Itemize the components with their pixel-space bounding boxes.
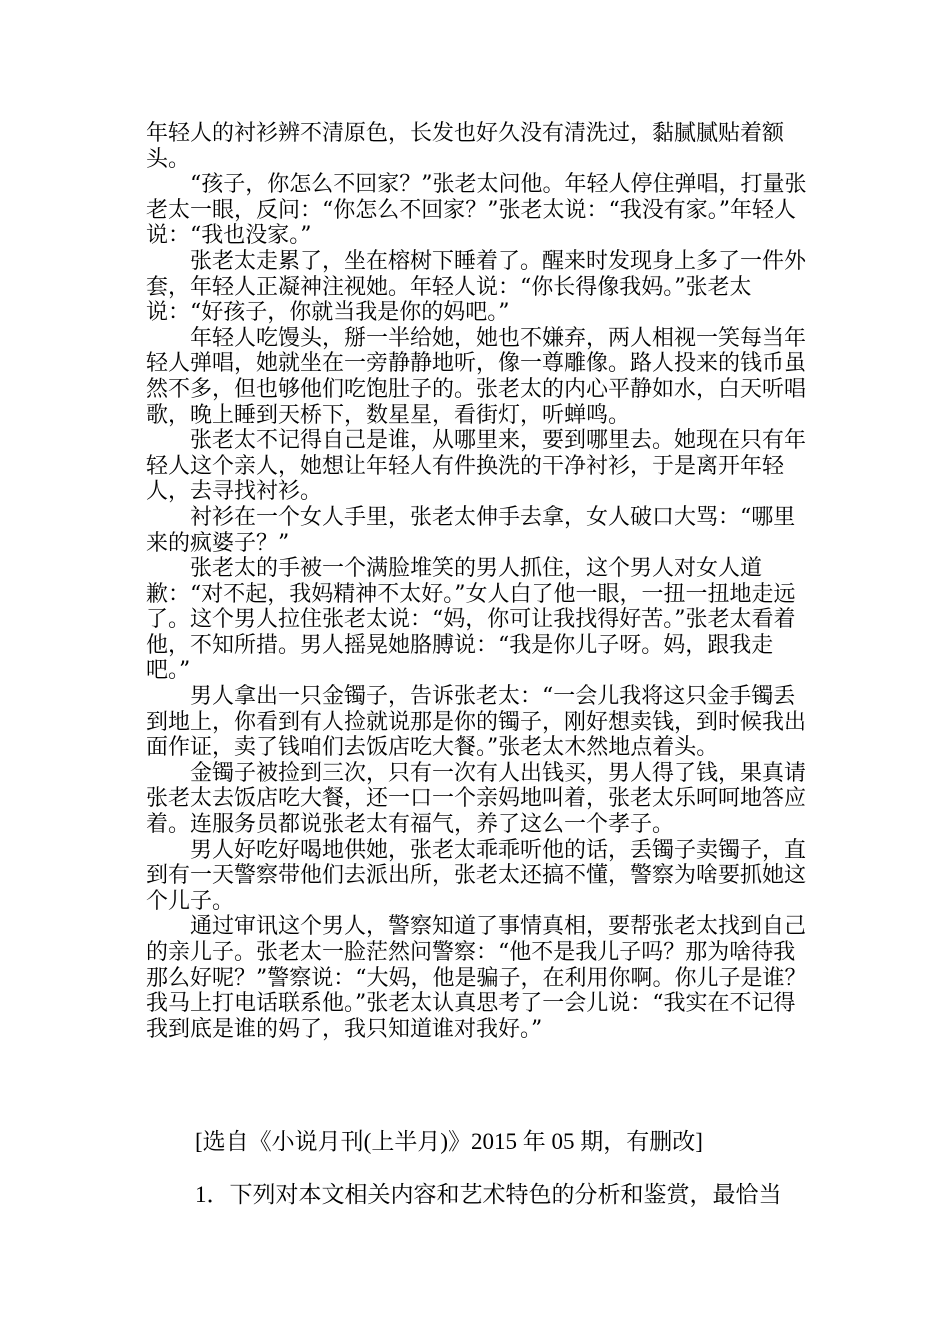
source-citation: [选自《小说月刊(上半月)》2015 年 05 期，有删改] — [195, 1129, 703, 1154]
story-paragraph: 通过审讯这个男人，警察知道了事情真相，要帮张老太找到自己的亲儿子。张老太一脸茫然问警察：“他不是我儿子吗？那为啥待我那么好呢？”警察说：“大妈，他是骗子，在利用你啊。你儿子是谁？我马上打电话联系他。”张老太认真思考了一会儿说：“我实在不记得我到底是谁的妈了，我只知道谁对我好。” — [146, 914, 807, 1042]
story-paragraph: “孩子，你怎么不回家？”张老太问他。年轻人停住弹唱，打量张老太一眼，反问：“你怎么不回家？”张老太说：“我没有家。”年轻人说：“我也没家。” — [146, 172, 807, 249]
story-paragraph: 张老太走累了，坐在榕树下睡着了。醒来时发现身上多了一件外套，年轻人正凝神注视她。年轻人说：“你长得像我妈。”张老太说：“好孩子，你就当我是你的妈吧。” — [146, 248, 807, 326]
question-1: 1．下列对本文相关内容和艺术特色的分析和鉴赏，最恰当 — [195, 1182, 782, 1207]
story-paragraph: 男人拿出一只金镯子，告诉张老太：“一会儿我将这只金手镯丢到地上，你看到有人捡就说那是你的镯子，刚好想卖钱，到时候我出面作证，卖了钱咱们去饭店吃大餐。”张老太木然地点着头。 — [146, 684, 807, 761]
story-paragraph: 年轻人的衬衫辨不清原色，长发也好久没有清洗过，黏腻腻贴着额头。 — [146, 121, 785, 172]
story-paragraph: 年轻人吃馒头，掰一半给她，她也不嫌弃，两人相视一笑每当年轻人弹唱，她就坐在一旁静静地听，像一尊雕像。路人投来的钱币虽然不多，但也够他们吃饱肚子的。张老太的内心平静如水，白天听唱歌，晚上睡到天桥下，数星星，看街灯，听蝉鸣。 — [146, 325, 807, 428]
story-paragraph: 衬衫在一个女人手里，张老太伸手去拿，女人破口大骂：“哪里来的疯婆子？” — [146, 504, 796, 556]
story-text — [146, 121, 810, 1042]
story-paragraph: 男人好吃好喝地供她，张老太乖乖听他的话，丢镯子卖镯子，直到有一天警察带他们去派出所，张老太还搞不懂，警察为啥要抓她这个儿子。 — [146, 837, 807, 914]
story-paragraph: 金镯子被捡到三次，只有一次有人出钱买，男人得了钱，果真请张老太去饭店吃大餐，还一口一个亲妈地叫着，张老太乐呵呵地答应着。连服务员都说张老太有福气，养了这么一个孝子。 — [146, 760, 807, 838]
story-paragraph: 张老太不记得自己是谁，从哪里来，要到哪里去。她现在只有年轻人这个亲人，她想让年轻人有件换洗的干净衬衫，于是离开年轻人，去寻找衬衫。 — [146, 428, 807, 505]
story-paragraph: 张老太的手被一个满脸堆笑的男人抓住，这个男人对女人道歉：“对不起，我妈精神不太好。”女人白了他一眼，一扭一扭地走远了。这个男人拉住张老太说：“妈，你可让我找得好苦。”张老太看着他，不知所措。男人摇晃她胳膊说：“我是你儿子呀。妈，跟我走吧。” — [146, 556, 796, 684]
